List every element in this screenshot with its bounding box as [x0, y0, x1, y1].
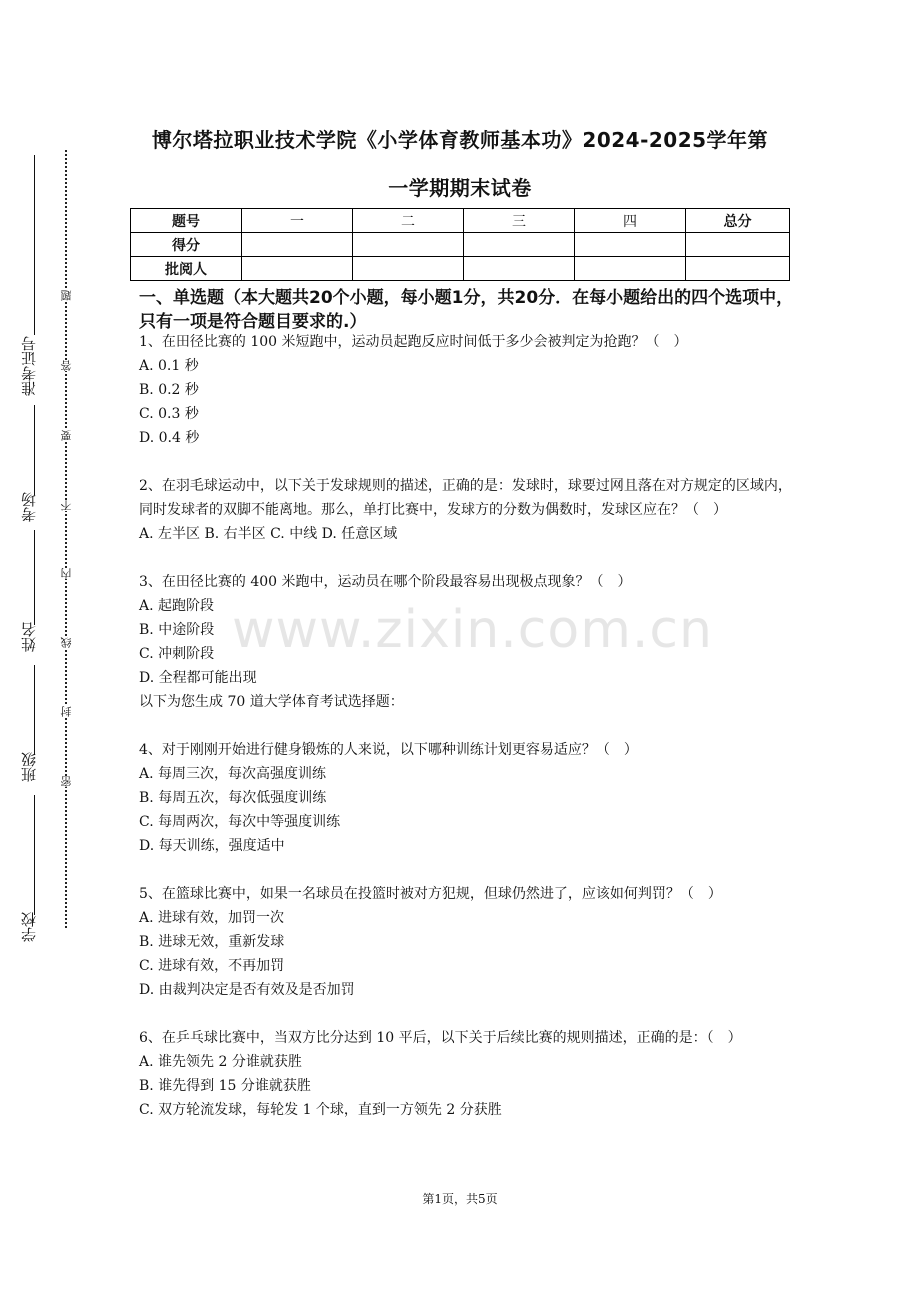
header-cell: 一	[242, 209, 353, 233]
binding-line-2	[34, 405, 35, 495]
seal-char: 封	[60, 706, 73, 717]
question-stem: 4、对于刚刚开始进行健身锻炼的人来说，以下哪种训练计划更容易适应？（ ）	[139, 742, 638, 758]
option: B. 进球无效，重新发球	[139, 934, 285, 950]
label-class: 班级	[20, 752, 38, 782]
question-stem: 5、在篮球比赛中，如果一名球员在投篮时被对方犯规，但球仍然进了，应该如何判罚？（ ）	[139, 886, 722, 902]
option: D. 0.4 秒	[139, 430, 200, 446]
option: C. 0.3 秒	[139, 406, 199, 422]
option: A. 谁先领先 2 分谁就获胜	[139, 1054, 302, 1070]
option: C. 进球有效，不再加罚	[139, 958, 285, 974]
score-cell	[575, 257, 686, 281]
page-footer: 第1页，共5页	[422, 1192, 498, 1206]
score-cell	[353, 233, 464, 257]
question-stem: 3、在田径比赛的 400 米跑中，运动员在哪个阶段最容易出现极点现象？（ ）	[139, 574, 632, 590]
option: A. 每周三次，每次高强度训练	[139, 766, 327, 782]
watermark: www.zixin.com.cn	[232, 600, 713, 660]
option: D. 每天训练，强度适中	[139, 838, 285, 854]
score-table	[130, 208, 790, 281]
question-stem: 2、在羽毛球运动中，以下关于发球规则的描述，正确的是：发球时，球要过网且落在对方规定的区域内，同时发球者的双脚不能离地。那么，单打比赛中，发球方的分数为偶数时，发球区应在？（ ）	[139, 478, 792, 518]
header-cell: 四	[575, 209, 686, 233]
option: B. 每周五次，每次低强度训练	[139, 790, 327, 806]
question-stem: 6、在乒乓球比赛中，当双方比分达到 10 平后，以下关于后续比赛的规则描述，正确的是：（ ）	[139, 1030, 742, 1046]
score-cell	[242, 257, 353, 281]
score-cell	[686, 257, 790, 281]
seal-char: 不	[60, 500, 73, 511]
score-cell	[353, 257, 464, 281]
option: B. 谁先得到 15 分谁就获胜	[139, 1078, 311, 1094]
header-cell: 总分	[686, 209, 790, 233]
seal-dotted-line	[65, 150, 67, 928]
question-list	[139, 330, 799, 1122]
label-name: 姓名	[20, 622, 38, 652]
option: A. 进球有效，加罚一次	[139, 910, 285, 926]
row-label: 得分	[131, 233, 242, 257]
option: C. 每周两次，每次中等强度训练	[139, 814, 341, 830]
option: A. 左半区 B. 右半区 C. 中线 D. 任意区域	[139, 526, 398, 542]
seal-char: 要	[60, 430, 73, 441]
note-text: 以下为您生成 70 道大学体育考试选择题：	[139, 694, 404, 710]
score-table-header-row	[131, 209, 790, 233]
score-table-row	[131, 233, 790, 257]
binding-line-4	[34, 665, 35, 755]
score-table-row	[131, 257, 790, 281]
score-cell	[575, 233, 686, 257]
option: A. 0.1 秒	[139, 358, 199, 374]
binding-line-5	[34, 795, 35, 915]
question-stem: 1、在田径比赛的 100 米短跑中，运动员起跑反应时间低于多少会被判定为抢跑？（ ）	[139, 334, 688, 350]
label-exam-room: 考场	[20, 492, 38, 522]
option: D. 由裁判决定是否有效及是否加罚	[139, 982, 355, 998]
option: C. 双方轮流发球，每轮发 1 个球，直到一方领先 2 分获胜	[139, 1102, 502, 1118]
score-cell	[464, 233, 575, 257]
question	[139, 882, 799, 1002]
header-cell: 题号	[131, 209, 242, 233]
score-cell	[464, 257, 575, 281]
page-subtitle: 一学期期末试卷	[388, 176, 532, 200]
label-school: 学校	[20, 912, 38, 942]
seal-char: 密	[60, 776, 73, 787]
seal-char: 题	[60, 290, 73, 301]
binding-line-3	[34, 530, 35, 625]
option: A. 起跑阶段	[139, 598, 215, 614]
option: D. 全程都可能出现	[139, 670, 257, 686]
score-cell	[686, 233, 790, 257]
question	[139, 474, 799, 546]
seal-char: 答	[60, 360, 73, 371]
header-cell: 三	[464, 209, 575, 233]
page-title: 博尔塔拉职业技术学院《小学体育教师基本功》2024-2025学年第	[151, 128, 769, 152]
question	[139, 738, 799, 858]
seal-char: 线	[60, 637, 73, 648]
option: C. 冲刺阶段	[139, 646, 215, 662]
question	[139, 570, 799, 714]
question	[139, 1026, 799, 1122]
score-cell	[242, 233, 353, 257]
option: B. 0.2 秒	[139, 382, 199, 398]
section-heading: 一、单选题（本大题共20个小题，每小题1分，共20分．在每小题给出的四个选项中，只有一项是符合题目要求的.）	[139, 288, 794, 332]
option: B. 中途阶段	[139, 622, 215, 638]
row-label: 批阅人	[131, 257, 242, 281]
seal-char: 内	[60, 568, 73, 579]
header-cell: 二	[353, 209, 464, 233]
label-exam-number: 准考证号	[20, 336, 38, 396]
question	[139, 330, 799, 450]
